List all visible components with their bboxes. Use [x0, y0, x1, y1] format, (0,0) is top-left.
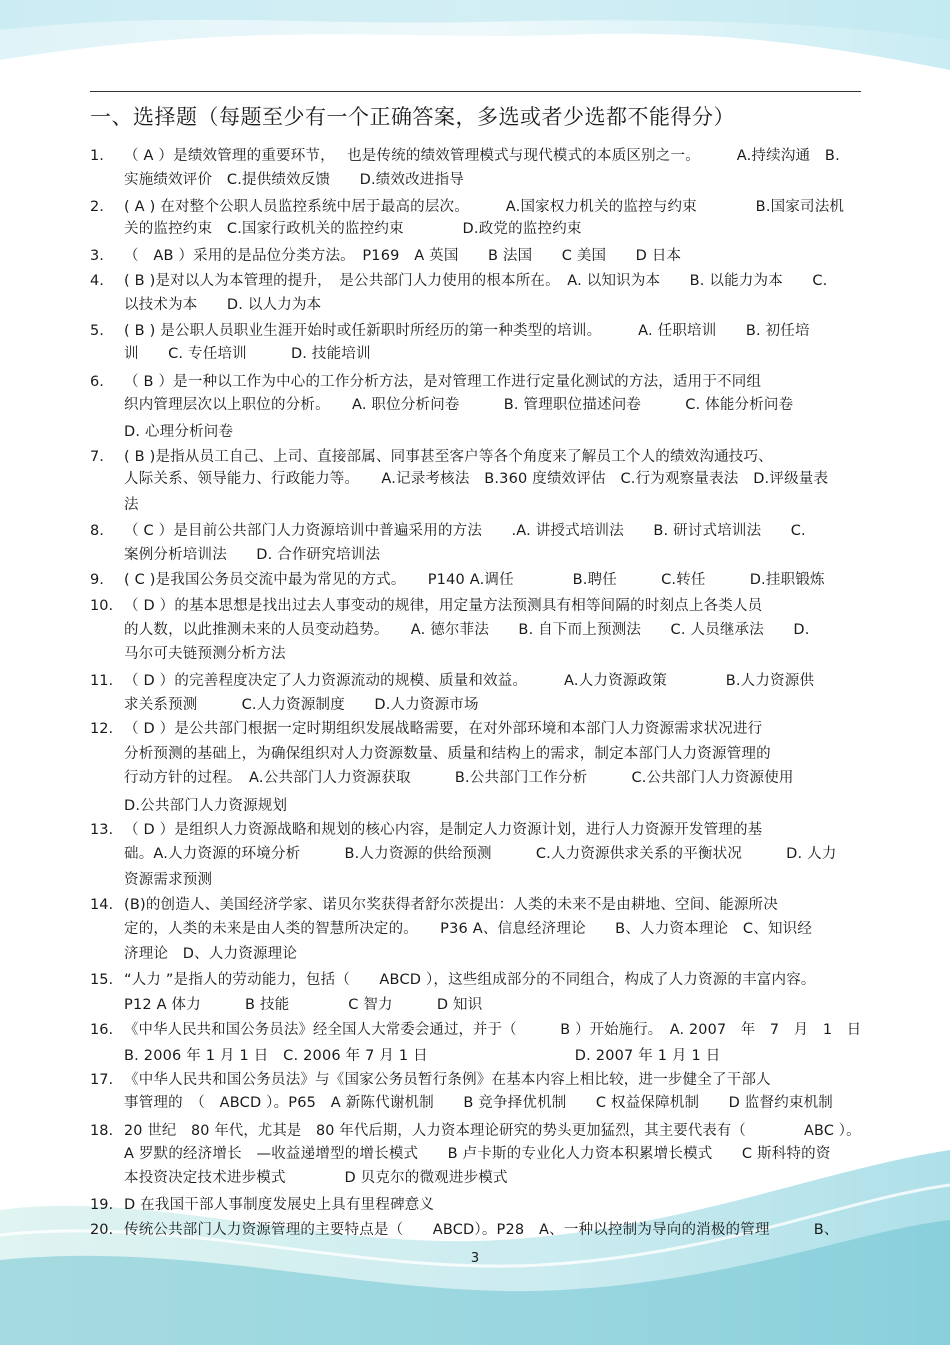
question-text-line: 行动方针的过程。 A.公共部门人力资源获取 B.公共部门工作分析 C.公共部门人力资源使用: [124, 770, 794, 786]
question-number: 5.: [90, 323, 104, 339]
question-text-line: 济理论 D、人力资源理论: [124, 946, 298, 962]
question-text-line: （ D ）是组织人力资源战略和规划的核心内容，是制定人力资源计划，进行人力资源开发管理的基: [124, 822, 763, 838]
question-text-line: P12 A 体力 B 技能 C 智力 D 知识: [124, 997, 483, 1013]
question-text-line: （ D ）的基本思想是找出过去人事变动的规律，用定量方法预测具有相等间隔的时刻点上各类人员: [124, 598, 763, 614]
question-number: 1.: [90, 148, 104, 164]
question-number: 6.: [90, 374, 104, 390]
question-number: 8.: [90, 523, 104, 539]
page-number: 3: [470, 1251, 480, 1266]
question-text-line: 《中华人民共和国公务员法》与《国家公务员暂行条例》在基本内容上相比较，进一步健全了干部人: [124, 1072, 771, 1088]
question-text-line: ( A ) 在对整个公职人员监控系统中居于最高的层次。 A.国家权力机关的监控与约束 B.国家司法机: [124, 199, 845, 215]
question-text-line: （ B ）是一种以工作为中心的工作分析方法，是对管理工作进行定量化测试的方法，适用于不同组: [124, 374, 762, 390]
question-text-line: (B)的创造人、美国经济学家、诺贝尔奖获得者舒尔茨提出：人类的未来不是由耕地、空间、能源所决: [124, 897, 778, 913]
question-text-line: 实施绩效评价 C.提供绩效反馈 D.绩效改进指导: [124, 172, 465, 188]
question-text-line: 传统公共部门人力资源管理的主要特点是（ ABCD）。P28 A、一种以控制为导向的消极的管理 B、: [124, 1222, 839, 1238]
question-number: 16.: [90, 1022, 114, 1038]
question-number: 17.: [90, 1072, 114, 1088]
question-text-line: 人际关系、领导能力、行政能力等。 A.记录考核法 B.360 度绩效评估 C.行为观察量表法 D.评级量表: [124, 471, 829, 487]
question-text-line: 《中华人民共和国公务员法》经全国人大常委会通过，并于（ B ）开始施行。 A. 2007 年 7 月 1 日: [124, 1022, 862, 1038]
question-number: 11.: [90, 673, 114, 689]
question-text-line: 以技术为本 D. 以人力为本: [124, 297, 322, 313]
question-text-line: 织内管理层次以上职位的分析。 A. 职位分析问卷 B. 管理职位描述问卷 C. 体能分析问卷: [124, 397, 794, 413]
question-text-line: 训 C. 专任培训 D. 技能培训: [124, 346, 371, 362]
question-number: 4.: [90, 273, 104, 289]
question-text-line: 本投资决定技术进步模式 D 贝克尔的微观进步模式: [124, 1170, 508, 1186]
question-text-line: （ C ）是目前公共部门人力资源培训中普遍采用的方法 .A. 讲授式培训法 B. 研讨式培训法 C.: [124, 523, 806, 539]
question-number: 3.: [90, 248, 104, 264]
question-text-line: 础。A.人力资源的环境分析 B.人力资源的供给预测 C.人力资源供求关系的平衡状况 D. 人力: [124, 846, 837, 862]
question-text-line: 求关系预测 C.人力资源制度 D.人力资源市场: [124, 697, 479, 713]
question-text-line: （ D ）是公共部门根据一定时期组织发展战略需要，在对外部环境和本部门人力资源需求状况进行: [124, 721, 763, 737]
question-text-line: D.公共部门人力资源规划: [124, 798, 288, 814]
question-text-line: 法: [124, 497, 139, 513]
question-number: 7.: [90, 449, 104, 465]
question-text-line: 定的，人类的未来是由人类的智慧所决定的。 P36 A、信息经济理论 B、人力资本理论 C、知识经: [124, 921, 813, 937]
question-text-line: （ D ）的完善程度决定了人力资源流动的规模、质量和效益。 A.人力资源政策 B.人力资源供: [124, 673, 815, 689]
question-text-line: A 罗默的经济增长 —收益递增型的增长模式 B 卢卡斯的专业化人力资本积累增长模式 C 斯科特的资: [124, 1146, 831, 1162]
section-heading: 一、选择题（每题至少有一个正确答案，多选或者少选都不能得分）: [90, 105, 735, 129]
question-number: 2.: [90, 199, 104, 215]
question-text-line: 关的监控约束 C.国家行政机关的监控约束 D.政党的监控约束: [124, 221, 582, 237]
question-text-line: D 在我国干部人事制度发展史上具有里程碑意义: [124, 1197, 435, 1213]
question-text-line: ( B )是对以人为本管理的提升， 是公共部门人力使用的根本所在。 A. 以知识为本 B. 以能力为本 C.: [124, 273, 828, 289]
question-text-line: ( C )是我国公务员交流中最为常见的方式。 P140 A.调任 B.聘任 C.转任 D.挂职锻炼: [124, 572, 825, 588]
question-text-line: 事管理的 （ ABCD ）。P65 A 新陈代谢机制 B 竞争择优机制 C 权益保障机制 D 监督约束机制: [124, 1095, 833, 1111]
question-text-line: 的人数，以此推测未来的人员变动趋势。 A. 德尔菲法 B. 自下而上预测法 C. 人员继承法 D.: [124, 622, 810, 638]
question-number: 10.: [90, 598, 114, 614]
question-number: 14.: [90, 897, 114, 913]
question-text-line: 案例分析培训法 D. 合作研究培训法: [124, 547, 381, 563]
question-text-line: D. 心理分析问卷: [124, 424, 234, 440]
header-rule: [90, 91, 861, 92]
question-text-line: （ A ）是绩效管理的重要环节， 也是传统的绩效管理模式与现代模式的本质区别之一。 A.持续沟通 B.: [124, 148, 840, 164]
question-number: 18.: [90, 1123, 114, 1139]
question-number: 15.: [90, 972, 114, 988]
question-text-line: 分析预测的基础上，为确保组织对人力资源数量、质量和结构上的需求，制定本部门人力资源管理的: [124, 746, 771, 762]
question-text-line: 20 世纪 80 年代，尤其是 80 年代后期，人力资本理论研究的势头更加猛烈，其主要代表有（ ABC ）。: [124, 1123, 861, 1139]
question-text-line: “人力 ”是指人的劳动能力，包括（ ABCD ），这些组成部分的不同组合，构成了人力资源的丰富内容。: [124, 972, 816, 988]
question-text-line: 资源需求预测: [124, 872, 213, 888]
question-number: 20.: [90, 1222, 114, 1238]
question-text-line: （ AB ）采用的是品位分类方法。 P169 A 英国 B 法国 C 美国 D 日本: [124, 248, 682, 264]
question-text-line: 马尔可夫链预测分析方法: [124, 646, 286, 662]
question-number: 13.: [90, 822, 114, 838]
question-text-line: B. 2006 年 1 月 1 日 C. 2006 年 7 月 1 日 D. 2007 年 1 月 1 日: [124, 1048, 721, 1064]
question-number: 12.: [90, 721, 114, 737]
question-text-line: ( B ) 是公职人员职业生涯开始时或任新职时所经历的第一种类型的培训。 A. 任职培训 B. 初任培: [124, 323, 810, 339]
question-number: 9.: [90, 572, 104, 588]
question-number: 19.: [90, 1197, 114, 1213]
question-text-line: ( B )是指从员工自己、上司、直接部属、同事甚至客户等各个角度来了解员工个人的绩效沟通技巧、: [124, 449, 773, 465]
